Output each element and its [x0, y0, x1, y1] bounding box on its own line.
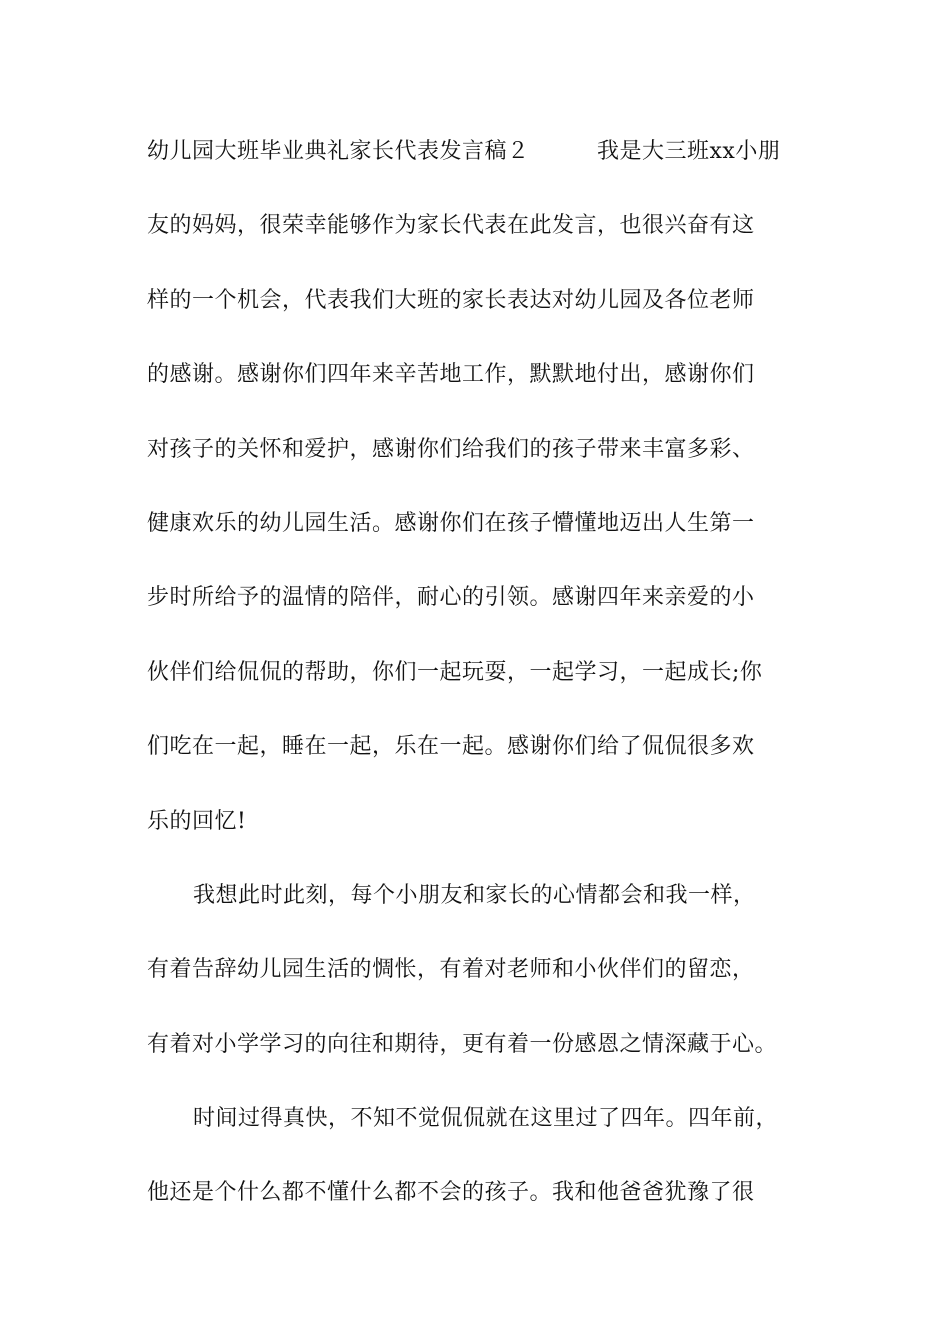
text-line: 健康欢乐的幼儿园生活。感谢你们在孩子懵懂地迈出人生第一	[147, 510, 755, 536]
text-line: 乐的回忆!	[147, 808, 247, 834]
text-line: 友的妈妈，很荣幸能够作为家长代表在此发言，也很兴奋有这	[147, 213, 755, 239]
document-body	[147, 127, 837, 1243]
text-line: 样的一个机会，代表我们大班的家长表达对幼儿园及各位老师	[147, 287, 755, 313]
paragraph-first-line: 我想此时此刻，每个小朋友和家长的心情都会和我一样，	[193, 882, 756, 908]
text-line: 们吃在一起，睡在一起，乐在一起。感谢你们给了侃侃很多欢	[147, 734, 755, 760]
text-line: 他还是个什么都不懂什么都不会的孩子。我和他爸爸犹豫了很	[147, 1180, 755, 1206]
text-line: 步时所给予的温情的陪伴，耐心的引领。感谢四年来亲爱的小	[147, 585, 755, 611]
text-line: 伙伴们给侃侃的帮助，你们一起玩耍，一起学习，一起成长;你	[147, 659, 763, 685]
paragraph-first-line: 时间过得真快，不知不觉侃侃就在这里过了四年。四年前，	[193, 1106, 779, 1132]
text-line: 有着告辞幼儿园生活的惆怅，有着对老师和小伙伴们的留恋，	[147, 957, 755, 983]
text-line: 的感谢。感谢你们四年来辛苦地工作，默默地付出，感谢你们	[147, 362, 755, 388]
text-line: 有着对小学学习的向往和期待，更有着一份感恩之情深藏于心。	[147, 1031, 778, 1057]
text-line: 对孩子的关怀和爱护，感谢你们给我们的孩子带来丰富多彩、	[147, 436, 755, 462]
text-line: 幼儿园大班毕业典礼家长代表发言稿２ 我是大三班xx小朋	[147, 139, 781, 164]
